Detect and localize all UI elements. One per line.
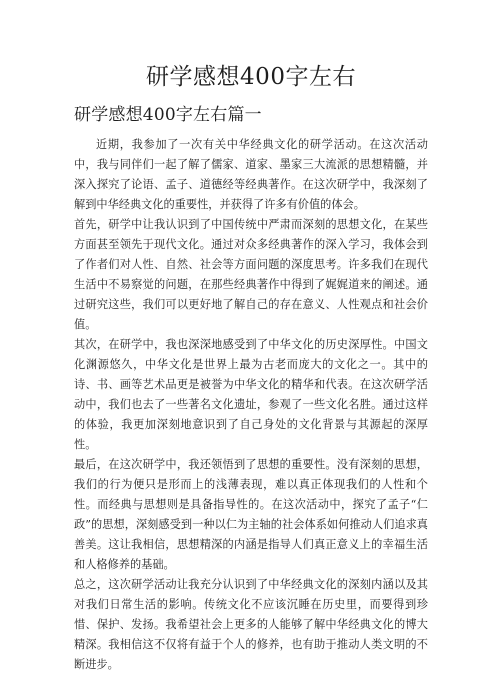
- paragraph-intro: 近期，我参加了一次有关中华经典文化的研学活动。在这次活动中，我与同伴们一起了解了儒家、道家、墨家三大流派的思想精髓，并深入探究了论语、孟子、道德经等经典著作。在这次研学中，我深刻了解到中华经典文化的重要性，并获得了许多有价值的体会。: [74, 138, 428, 211]
- document-title: 研学感想400字左右: [146, 64, 356, 90]
- section-heading: 研学感想400字左右篇一: [74, 105, 262, 125]
- document-body: [74, 135, 428, 675]
- paragraph-third: 最后，在这次研学中，我还领悟到了思想的重要性。没有深刻的思想，我们的行为便只是形而上的浅薄表现，难以真正体现我们的人性和个性。而经典与思想则是具备指导性的。在这次活动中，探究了孟子“仁政”的思想，深刻感受到一种以仁为主轴的社会体系如何推动人们追求真善美。这让我相信，思想精深的内涵是指导人们真正意义上的幸福生活和人格修养的基础。: [74, 458, 428, 571]
- paragraph-first: 首先，研学中让我认识到了中国传统中严肃而深刻的思想文化，在某些方面甚至领先于现代文化。通过对众多经典著作的深入学习，我体会到了作者们对人性、自然、社会等方面问题的深度思考。许多我们在现代生活中不易察觉的问题，在那些经典著作中得到了娓娓道来的阐述。通过研究这些，我们可以更好地了解自己的存在意义、人性观点和社会价值。: [74, 218, 428, 331]
- paragraph-second: 其次，在研学中，我也深深地感受到了中华文化的历史深厚性。中国文化渊源悠久，中华文化是世界上最为古老而庞大的文化之一。其中的诗、书、画等艺术品更是被誉为中华文化的精华和代表。在这次研学活动中，我们也去了一些著名文化遗址，参观了一些文化名胜。通过这样的体验，我更加深刻地意识到了自己身处的文化背景与其源起的深厚性。: [74, 338, 428, 451]
- paragraph-conclusion: 总之，这次研学活动让我充分认识到了中华经典文化的深刻内涵以及其对我们日常生活的影响。传统文化不应该沉睡在历史里，而要得到珍惜、保护、发扬。我希望社会上更多的人能够了解中华经典文化的博大精深。我相信这不仅将有益于个人的修养，也有助于推动人类文明的不断进步。: [74, 578, 428, 671]
